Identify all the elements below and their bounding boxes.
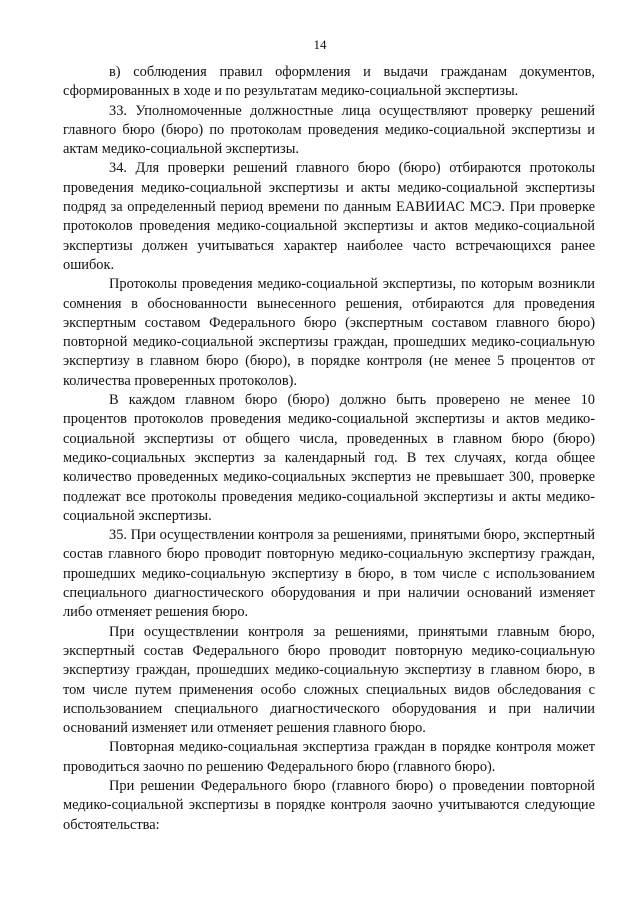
paragraph-ten-percent-check: В каждом главном бюро (бюро) должно быть проверено не менее 10 процентов протоколов проведения медико-социальной экспертизы и актов медико-социальной экспертизы от общего числа, проведенных в главном бюро (бюро) медико-социальных экспертиз за календарный год. В тех случаях, когда общее количество проведенных медико-социальных экспертиз не превышает 300, проверке подлежат все протоколы проведения медико-социальной экспертизы и акты медико-социальной экспертизы. xyxy=(63,392,595,524)
paragraph-remote-review: Повторная медико-социальная экспертиза граждан в порядке контроля может проводиться заочно по решению Федерального бюро (главного бюро). xyxy=(63,739,595,775)
paragraph-federal-control: При осуществлении контроля за решениями, принятыми главным бюро, экспертный состав Федерального бюро проводит повторную медико-социальную экспертизу граждан, прошедших медико-социальную экспертизу в главном бюро, в том числе путем применения особо сложных специальных видов обследования с использованием специального диагностического оборудования и при наличии оснований изменяет или отменяет решения главного бюро. xyxy=(63,623,595,737)
paragraph-34: 34. Для проверки решений главного бюро (бюро) отбираются протоколы проведения медико-социальной экспертизы и акты медико-социальной экспертизы подряд за определенный период времени по данным ЕАВИИАС МСЭ. При проверке протоколов проведения медико-социальной экспертизы и актов медико-социальной экспертизы должен учитываться характер наиболее часто встречающихся ранее ошибок. xyxy=(63,160,595,273)
paragraph-item-v: в) соблюдения правил оформления и выдачи гражданам документов, сформированных в ходе и по результатам медико-социальной экспертизы. xyxy=(63,64,595,100)
paragraph-circumstances: При решении Федерального бюро (главного бюро) о проведении повторной медико-социальной экспертизы в порядке контроля заочно учитываются следующие обстоятельства: xyxy=(63,777,595,833)
paragraph-35: 35. При осуществлении контроля за решениями, принятыми бюро, экспертный состав главного бюро проводит повторную медико-социальную экспертизу граждан, прошедших медико-социальную экспертизу в бюро, в том числе с использованием специального диагностического оборудования и при наличии оснований изменяет либо отменяет решения бюро. xyxy=(63,527,595,621)
paragraph-33: 33. Уполномоченные должностные лица осуществляют проверку решений главного бюро (бюро) по протоколам проведения медико-социальной экспертизы и актам медико-социальной экспертизы. xyxy=(63,102,595,158)
paragraph-protocols-doubt: Протоколы проведения медико-социальной экспертизы, по которым возникли сомнения в обоснованности вынесенного решения, отбираются для проведения экспертным составом Федерального бюро (экспертным составом главного бюро) повторной медико-социальной экспертизы граждан, прошедших медико-социальную экспертизу в главном бюро (бюро), в порядке контроля (не менее 5 процентов от количества проверенных протоколов). xyxy=(63,276,595,389)
document-body xyxy=(63,63,595,835)
page-number: 14 xyxy=(313,37,327,52)
